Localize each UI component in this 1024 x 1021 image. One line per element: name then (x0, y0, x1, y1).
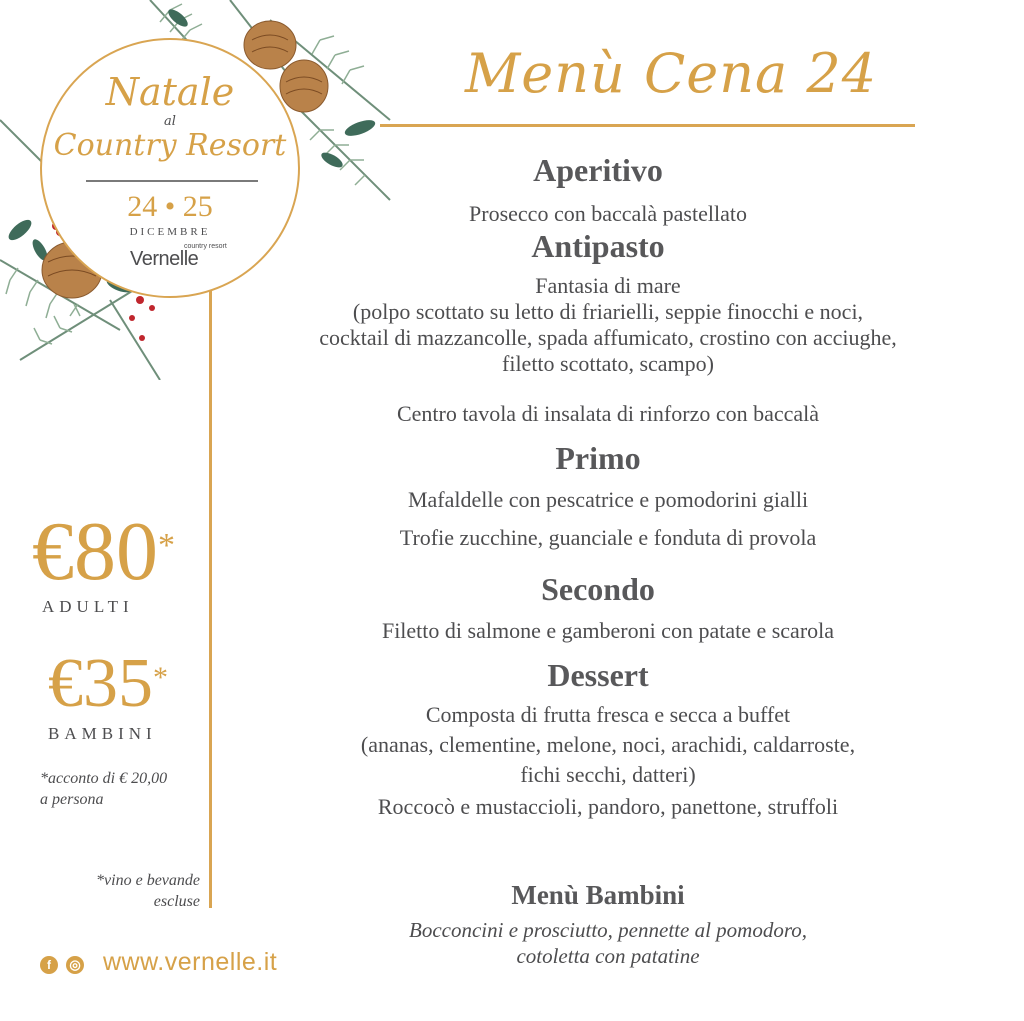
menu-item: Roccocò e mustaccioli, pandoro, panettone, struffoli (377, 794, 839, 819)
section-primo (250, 440, 966, 551)
price-adults (32, 505, 175, 598)
menu-item: cotoletta con patatine (516, 944, 700, 968)
drinks-note (40, 870, 200, 912)
price-children (48, 645, 168, 722)
deposit-note (40, 768, 167, 810)
section-dessert (250, 657, 966, 820)
instagram-icon[interactable]: ◎ (66, 956, 84, 974)
deposit-note-line: a persona (40, 791, 104, 808)
badge-brand-small: country resort (184, 243, 227, 250)
menu-item: Composta di frutta fresca e secca a buffet (425, 702, 791, 727)
menu-item: cocktail di mazzancolle, spada affumicato, crostino con acciughe, (319, 325, 897, 350)
section-heading: Primo (555, 440, 641, 476)
section-aperitivo (250, 152, 966, 227)
price-adults-amount: €80 (32, 505, 158, 598)
section-menu-bambini (250, 880, 966, 969)
menu-item: Mafaldelle con pescatrice e pomodorini gialli (407, 487, 809, 512)
menu-item: Bocconcini e prosciutto, pennette al pomodoro, (409, 918, 807, 942)
menu-item: fichi secchi, datteri) (520, 762, 696, 787)
section-heading: Menù Bambini (511, 880, 685, 910)
website-link[interactable]: www.vernelle.it (103, 948, 278, 976)
price-adults-asterisk: * (158, 527, 175, 564)
badge-country-resort: Country Resort (53, 128, 287, 163)
menu-item: Fantasia di mare (535, 273, 681, 298)
menu-item: filetto scottato, scampo) (502, 351, 714, 376)
facebook-icon[interactable]: f (40, 956, 58, 974)
menu-item: Centro tavola di insalata di rinforzo con baccalà (396, 401, 820, 426)
badge-al: al (164, 114, 176, 129)
price-adults-label: ADULTI (42, 597, 134, 616)
price-children-amount: €35 (48, 645, 153, 722)
section-heading: Dessert (547, 657, 649, 693)
title-underline (380, 124, 915, 127)
drinks-note-line: escluse (153, 893, 200, 910)
menu-item: Prosecco con baccalà pastellato (469, 201, 747, 226)
menu-item: Trofie zucchine, guanciale e fonduta di provola (399, 525, 817, 550)
badge-brand-logo: Vernelle (130, 248, 199, 270)
section-heading: Antipasto (531, 228, 665, 264)
menu-item: (ananas, clementine, melone, noci, arachidi, caldarroste, (360, 732, 856, 757)
section-heading: Secondo (541, 571, 655, 607)
drinks-note-line: *vino e bevande (96, 872, 200, 889)
menu-item: (polpo scottato su letto di friarielli, seppie finocchi e noci, (352, 299, 864, 324)
badge-month: DICEMBRE (129, 226, 211, 238)
deposit-note-line: *acconto di € 20,00 (40, 770, 168, 787)
section-antipasto (250, 228, 966, 427)
vertical-divider (209, 290, 212, 908)
price-children-label: BAMBINI (48, 724, 157, 743)
page-title: Menù Cena 24 (465, 42, 878, 105)
badge-dates: 24 • 25 (127, 190, 213, 223)
menu-item: Filetto di salmone e gamberoni con patate e scarola (381, 618, 835, 643)
section-secondo (250, 571, 966, 644)
badge-natale: Natale (105, 70, 235, 114)
section-heading: Aperitivo (533, 152, 663, 188)
price-children-asterisk: * (153, 661, 168, 694)
